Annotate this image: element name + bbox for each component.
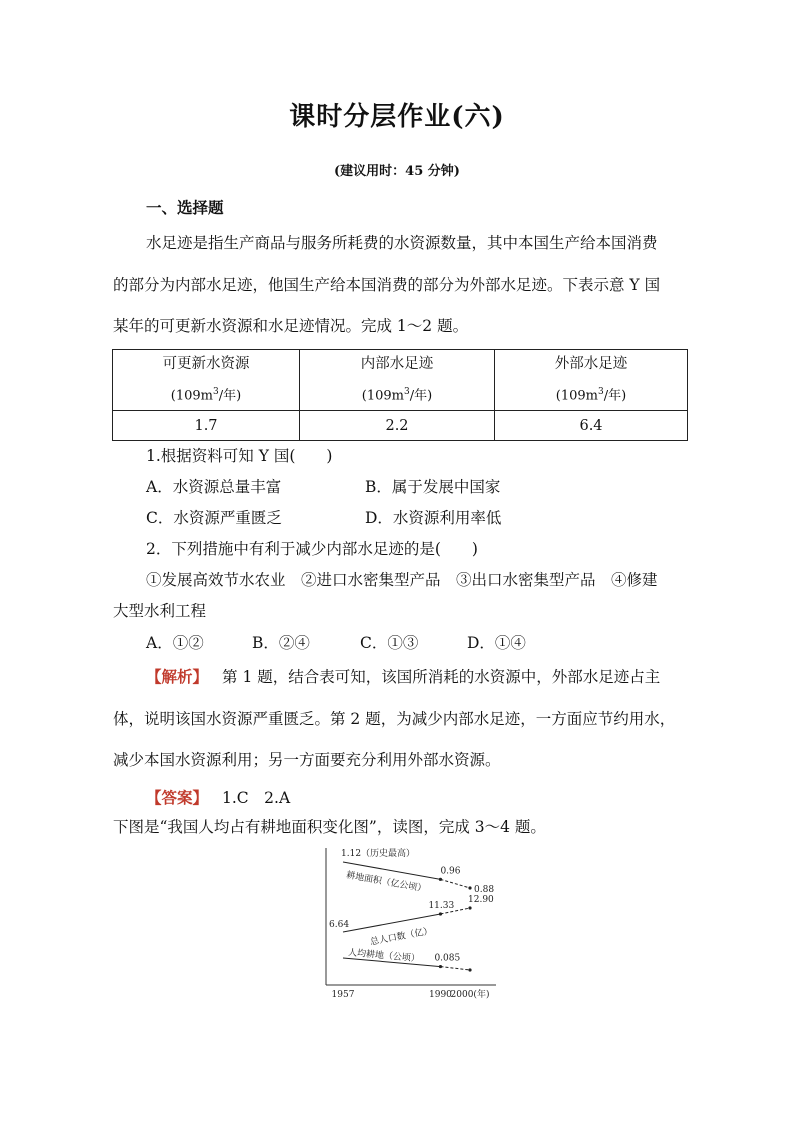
series-name-label: 总人口数（亿） [369,926,434,948]
suggested-time: (建议用时：45 分钟) [334,164,460,179]
analysis-line-3: 减少本国水资源利用；另一方面要充分利用外部水资源。 [113,751,501,769]
section-heading: 一、选择题 [146,198,224,217]
data-point [468,906,471,909]
analysis-tag: 【解析】 [146,667,209,686]
data-label: 1.12（历史最高） [341,849,416,859]
series-line-dashed [440,967,470,970]
q1-option-a: A．水资源总量丰富 [146,478,282,496]
x-tick-label: 1957 [331,990,355,1000]
page-title: 课时分层作业(六) [289,102,505,132]
series-line-dashed [440,879,470,888]
series-name-label: 人均耕地（公顷） [347,948,421,965]
data-point [468,968,471,971]
answer-line: 【答案】 1.C 2.A [146,788,291,807]
intro-line-2: 的部分为内部水足迹，他国生产给本国消费的部分为外部水足迹。下表示意 Y 国 [113,276,661,294]
intro-line-3: 某年的可更新水资源和水足迹情况。完成 1～2 题。 [113,317,469,335]
analysis-line-1: 【解析】 第 1 题，结合表可知，该国所消耗的水资源中，外部水足迹占主 [146,667,661,686]
data-point [439,965,442,968]
table-cell: 6.4 [495,411,688,441]
q1-option-b: B．属于发展中国家 [365,478,501,496]
x-tick-label: 1990 [429,990,452,1000]
table-header-cell: 外部水足迹 ($109m^3/$年) [495,350,688,411]
answer-tag: 【答案】 [146,788,209,807]
data-label: 0.085 [434,953,461,964]
q1-option-c: C．水资源严重匮乏 [146,509,282,527]
table-header-cell: 内部水足迹 ($109m^3/$年) [300,350,495,411]
data-point [468,886,471,889]
table-header-cell: 可更新水资源 ($109m^3/$年) [113,350,300,411]
table-cell: 2.2 [300,411,495,441]
intro-line-1: 水足迹是指生产商品与服务所耗费的水资源数量，其中本国生产给本国消费 [146,234,658,252]
table-cell: 1.7 [113,411,300,441]
q1-option-d: D．水资源利用率低 [365,509,502,527]
data-label: 0.96 [440,866,461,877]
q2-option-a: A．①② [146,634,204,652]
analysis-line-2: 体，说明该国水资源严重匮乏。第 2 题，为减少内部水足迹，一方面应节约用水， [113,710,676,728]
farmland-change-chart [318,840,508,1000]
data-point [439,878,442,881]
q2-measures-line-1: ①发展高效节水农业 ②进口水密集型产品 ③出口水密集型产品 ④修建 [146,571,658,589]
x-tick-label: 2000(年) [450,990,490,1000]
question-2-stem: 2．下列措施中有利于减少内部水足迹的是( ) [146,540,478,558]
q2-option-d: D．①④ [467,634,526,652]
series-name-label: 耕地面积（亿公顷） [345,870,427,895]
data-label: 6.64 [329,920,350,930]
data-label: 12.90 [468,895,494,905]
chart-intro: 下图是“我国人均占有耕地面积变化图”，读图，完成 3～4 题。 [113,818,546,836]
q2-option-b: B．②④ [252,634,310,652]
q2-measures-line-2: 大型水利工程 [113,602,207,620]
question-1-stem: 1.根据资料可知 Y 国( ) [146,447,333,465]
data-label: 0.88 [474,885,495,895]
water-footprint-table [112,349,688,441]
data-label: 11.33 [428,901,455,912]
data-point [439,912,442,915]
q2-option-c: C．①③ [360,634,419,652]
